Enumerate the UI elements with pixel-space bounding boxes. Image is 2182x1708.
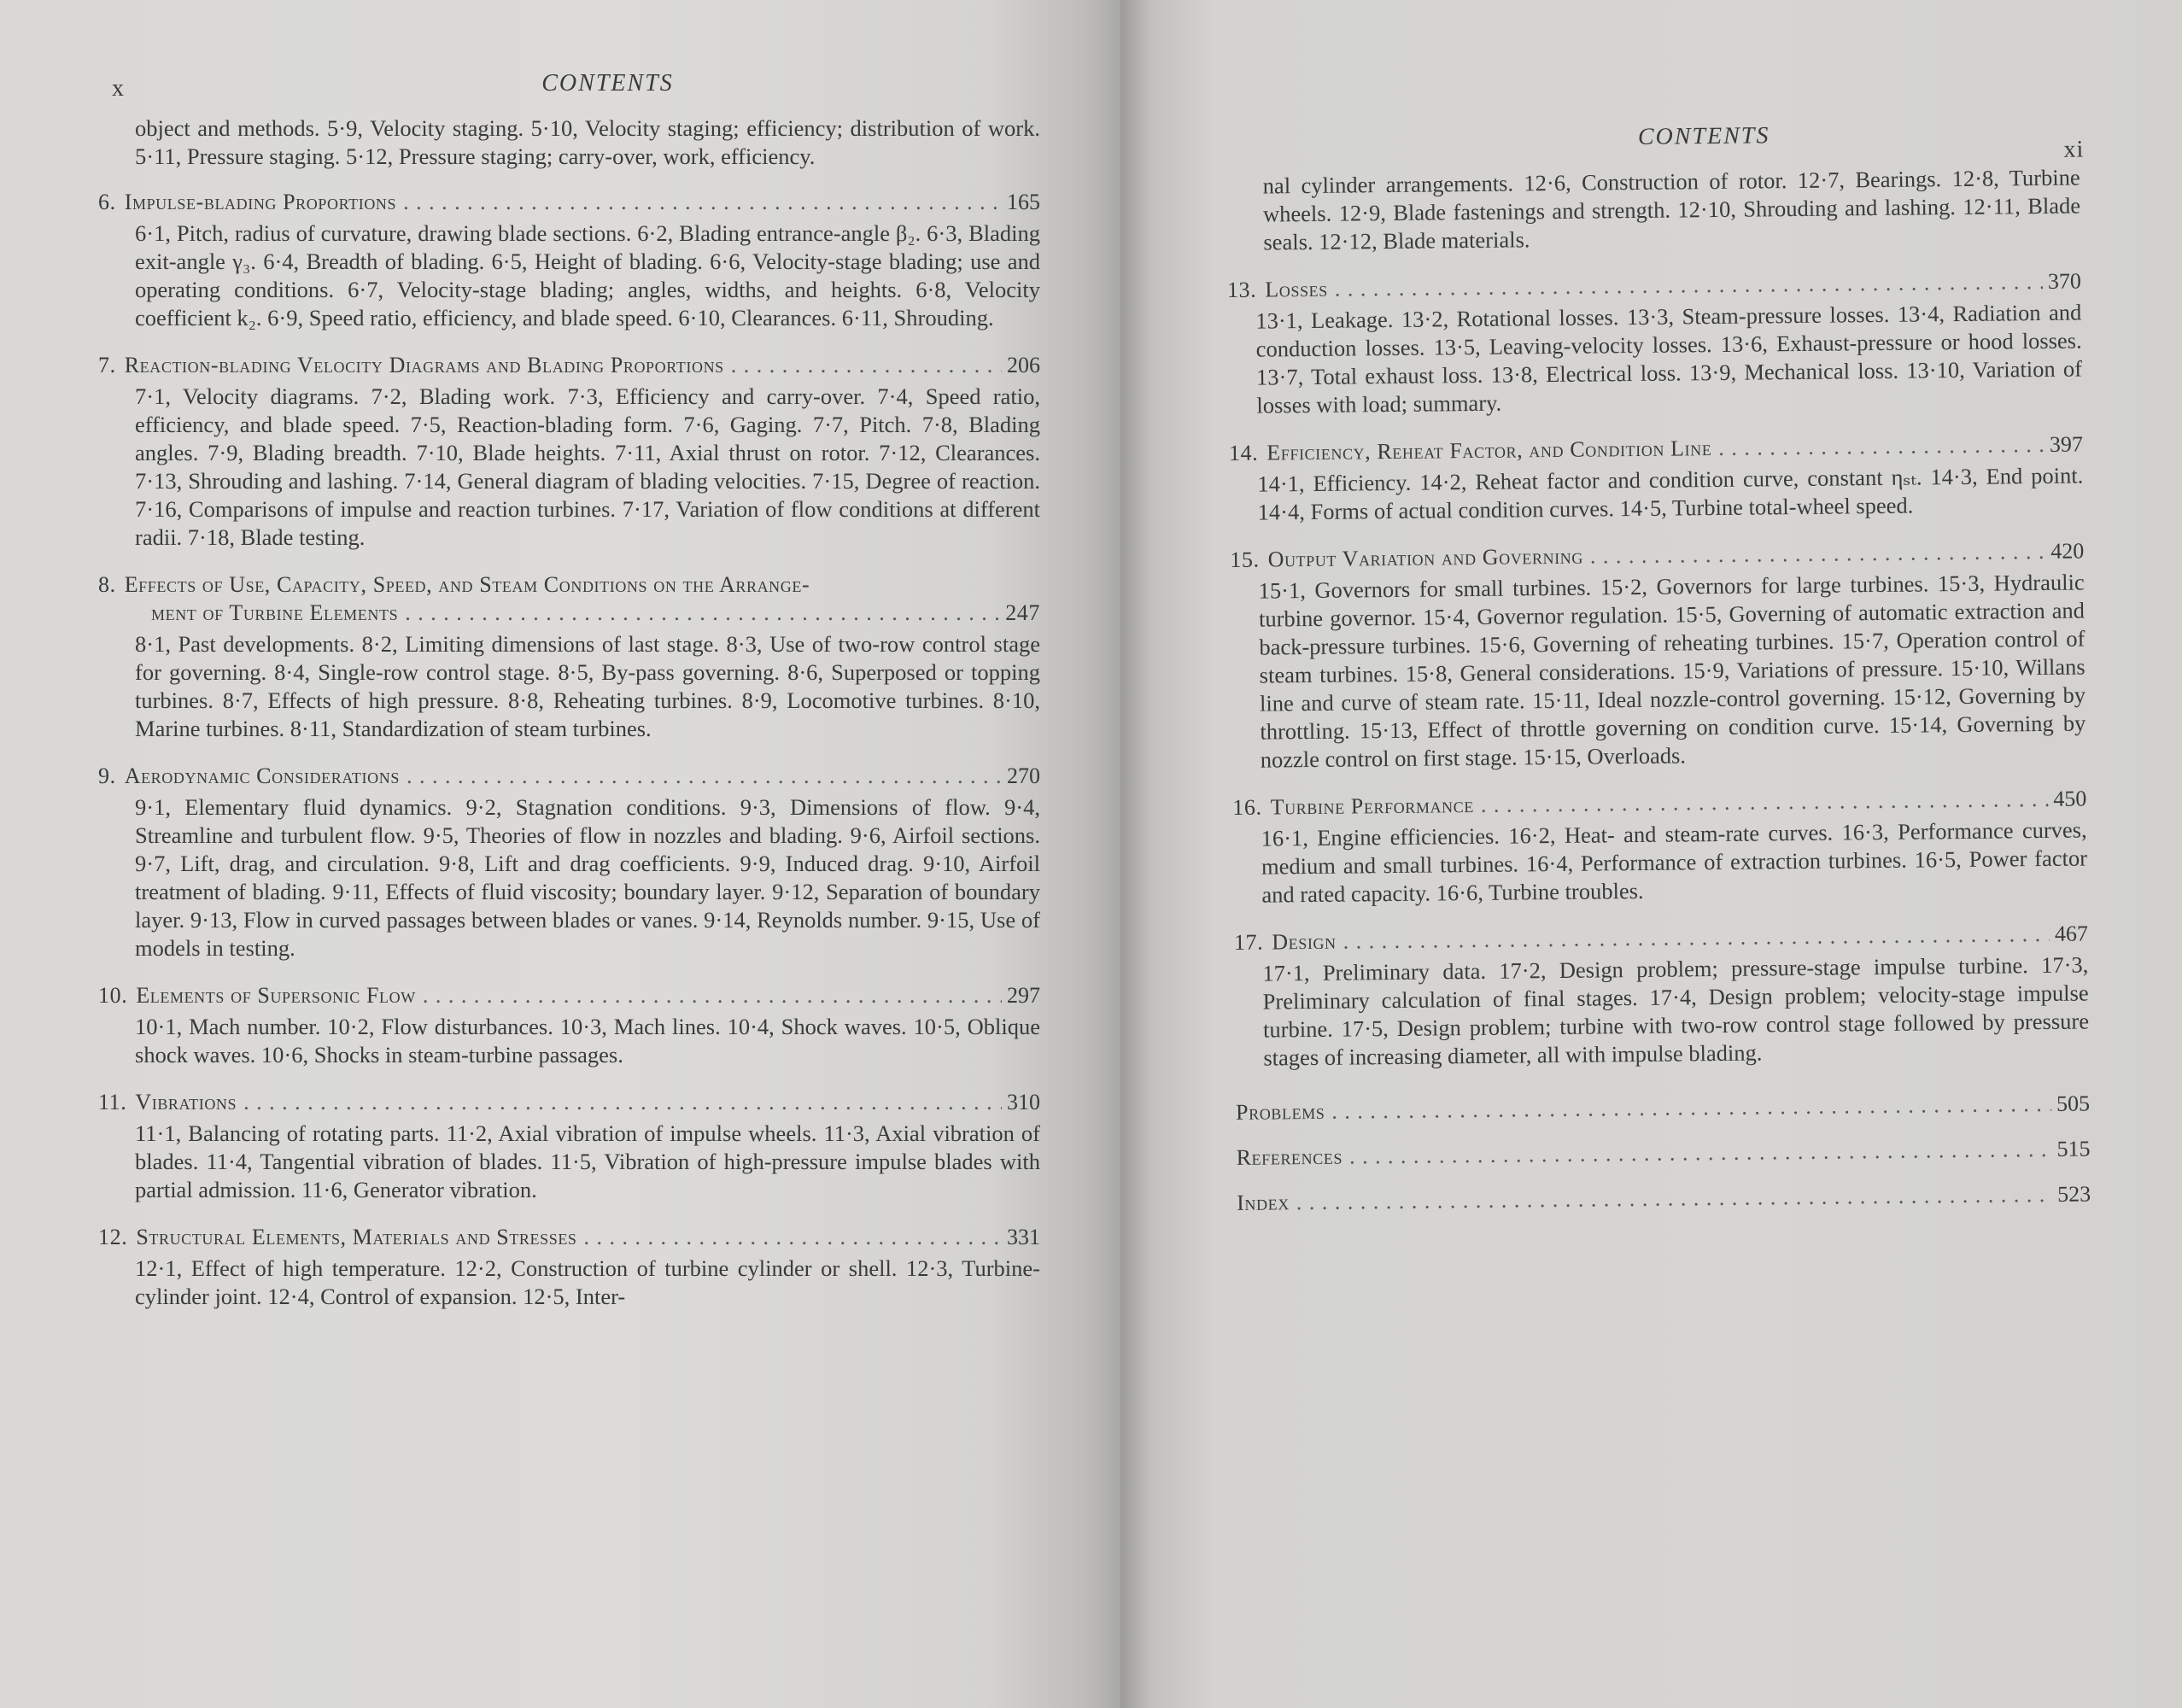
chapter-topics: 7·1, Velocity diagrams. 7·2, Blading work. 7·3, Efficiency and carry-over. 7·4, Speed ratio, efficiency, and blade speed. 7·5, Reaction-blading form. 7·6, Gaging. 7·7, Pitch. 7·8, Blading angles. 7·9, Blading breadth. 7·10, Blade heights. 7·11, Axial thrust on rotor. 7·12, Clearances. 7·13, Shrouding and lashing. 7·14, General diagram of blading velocities. 7·15, Degree of reaction. 7·16, Comparisons of impulse and reaction turbines. 7·17, Variation of flow conditions at different radii. 7·18, Blade testing. — [135, 383, 1040, 550]
toc-chapter-14 — [1229, 430, 2084, 527]
backmatter-page: 523 — [2056, 1181, 2091, 1207]
left-page-content — [98, 70, 1040, 1330]
toc-chapter-10 — [98, 981, 1040, 1069]
right-page-content — [1226, 120, 2091, 1234]
toc-chapter-12 — [98, 1223, 1040, 1311]
chapter-page: 206 — [1007, 353, 1040, 377]
chapter-page: 397 — [2049, 431, 2084, 457]
dot-leader — [243, 1088, 1002, 1116]
backmatter-page: 505 — [2056, 1091, 2091, 1116]
toc-index — [1237, 1179, 2091, 1216]
chapter-title: Vibrations — [135, 1090, 237, 1114]
continued-topics: object and methods. 5·9, Velocity staging. 5·10, Velocity staging; efficiency; distribution of work. 5·11, Pressure staging. 5·12, Pressure staging; carry-over, work, efficiency. — [135, 115, 1040, 169]
chapter-page: 310 — [1007, 1090, 1040, 1114]
chapter-title: Output Variation and Governing — [1267, 543, 1584, 572]
chapter-title-line1: Effects of Use, Capacity, Speed, and Steam Conditions on the Arrange- — [124, 572, 810, 597]
chapter-number: 6. — [98, 190, 116, 214]
backmatter-title: References — [1236, 1144, 1343, 1170]
continued-topics: nal cylinder arrangements. 12·6, Construction of rotor. 12·7, Bearings. 12·8, Turbine wheels. 12·9, Blade fastenings and strength. 12·10, Shrouding and lashing. 12·11, Blade seals. 12·12, Blade materials. — [1262, 164, 2081, 255]
chapter-title: Losses — [1265, 276, 1328, 302]
toc-problems — [1236, 1089, 2090, 1126]
chapter-number: 9. — [98, 763, 116, 788]
chapter-topics: 8·1, Past developments. 8·2, Limiting dimensions of last stage. 8·3, Use of two-row control stage for governing. 8·4, Single-row control stage. 8·5, By-pass governing. 8·6, Superposed or topping turbines. 8·7, Effects of high pressure. 8·8, Reheating turbines. 8·9, Locomotive turbines. 8·10, Marine turbines. 8·11, Standardization of steam turbines. — [135, 631, 1040, 741]
chapter-title: Elements of Supersonic Flow — [136, 983, 416, 1008]
chapter-title: Design — [1272, 928, 1337, 955]
chapter-number: 10. — [98, 983, 128, 1008]
toc-chapter-17 — [1234, 919, 2090, 1072]
chapter-page: 331 — [1007, 1225, 1040, 1249]
chapter-topics: 9·1, Elementary fluid dynamics. 9·2, Stagnation conditions. 9·3, Dimensions of flow. 9·4, Streamline and turbulent flow. 9·5, Theories of flow in nozzles and blading. 9·6, Airfoil sections. 9·7, Lift, drag, and circulation. 9·8, Lift and drag coefficients. 9·9, Induced drag. 9·10, Airfoil treatment of blading. 9·11, Effects of fluid viscosity; boundary layer. 9·12, Separation of boundary layer. 9·13, Flow in curved passages between blades or vanes. 9·14, Reynolds number. 9·15, Use of models in testing. — [135, 794, 1040, 961]
chapter-number: 12. — [98, 1225, 128, 1249]
chapter-page: 450 — [2053, 786, 2087, 811]
chapter-topics: 17·1, Preliminary data. 17·2, Design problem; pressure-stage impulse turbine. 17·3, Preliminary calculation of final stages. 17·4, Design problem; velocity-stage impulse turbine. 17·5, Design problem; turbine with two-row control stage followed by pressure stages of increasing diameter, all with impulse blading. — [1262, 951, 2090, 1071]
chapter-number: 13. — [1226, 277, 1257, 302]
left-running-head — [98, 70, 1040, 104]
chapter-title-line2: ment of Turbine Elements — [151, 600, 399, 625]
chapter-topics: 12·1, Effect of high temperature. 12·2, Construction of turbine cylinder or shell. 12·3, Turbine-cylinder joint. 12·4, Control of expansion. 12·5, Inter- — [135, 1255, 1040, 1309]
chapter-number: 15. — [1230, 547, 1260, 572]
page-number: x — [112, 75, 125, 102]
right-running-head — [1226, 120, 2085, 163]
dot-leader — [1331, 1090, 2051, 1126]
toc-chapter-13 — [1227, 267, 2083, 420]
chapter-title: Turbine Performance — [1270, 792, 1475, 820]
chapter-topics: 13·1, Leakage. 13·2, Rotational losses. 13·3, Steam-pressure losses. 13·4, Radiation and conduction losses. 13·5, Leaving-velocity losses. 13·6, Exhaust-pressure or hood losses. 13·7, Total exhaust loss. 13·8, Electrical loss. 13·9, Mechanical loss. 13·10, Variation of losses with load; summary. — [1255, 299, 2083, 418]
dot-leader — [407, 762, 1002, 790]
chapter-number: 17. — [1233, 929, 1264, 955]
toc-chapter-16 — [1232, 784, 2087, 909]
chapter-page: 467 — [2054, 921, 2089, 946]
chapter-topics: 14·1, Efficiency. 14·2, Reheat factor and condition curve, constant ηₛₜ. 14·3, End point. 14·4, Forms of actual condition curves. 14·5, Turbine total-wheel speed. — [1257, 462, 2084, 525]
dot-leader — [1349, 1135, 2052, 1171]
chapter-page: 247 — [1005, 600, 1040, 625]
dot-leader — [405, 599, 1000, 627]
chapter-number: 16. — [1232, 794, 1262, 820]
dot-leader — [584, 1223, 1002, 1251]
chapter-topics: 11·1, Balancing of rotating parts. 11·2, Axial vibration of impulse wheels. 11·3, Axial vibration of blades. 11·4, Tangential vibration of blades. 11·5, Vibration of high-pressure impulse blades with partial admission. 11·6, Generator vibration. — [135, 1120, 1040, 1202]
dot-leader — [1343, 920, 2050, 956]
dot-leader — [731, 351, 1002, 379]
chapter-title: Structural Elements, Materials and Stresses — [136, 1225, 577, 1249]
chapter-number: 14. — [1228, 440, 1259, 465]
toc-backmatter — [1236, 1089, 2091, 1216]
toc-chapter-15 — [1230, 537, 2086, 775]
chapter-number: 11. — [98, 1090, 127, 1114]
chapter-title: Reaction-blading Velocity Diagrams and Blading Proportions — [124, 353, 724, 377]
chapter-page: 270 — [1007, 763, 1040, 788]
toc-chapter-8 — [98, 570, 1040, 743]
page-number: xi — [2063, 136, 2085, 163]
chapter-topics: 10·1, Mach number. 10·2, Flow disturbances. 10·3, Mach lines. 10·4, Shock waves. 10·5, Oblique shock waves. 10·6, Shocks in steam-turbine passages. — [135, 1014, 1040, 1068]
chapter-number: 8. — [98, 572, 116, 597]
backmatter-page: 515 — [2056, 1136, 2091, 1161]
chapter-title: Impulse-blading Proportions — [124, 190, 397, 214]
right-page — [1120, 0, 2182, 1708]
dot-leader — [403, 188, 1002, 216]
backmatter-title: Index — [1237, 1190, 1290, 1215]
chapter-topics: 6·1, Pitch, radius of curvature, drawing blade sections. 6·2, Blading entrance-angle β₂. 6·3, Blading exit-angle γ₃. 6·4, Breadth of blading. 6·5, Height of blading. 6·6, Velocity-stage blading; use and operating conditions. 6·7, Velocity-stage blading; angles, widths, and heights. 6·8, Velocity coefficient k₂. 6·9, Speed ratio, efficiency, and blade speed. 6·10, Clearances. 6·11, Shrouding. — [135, 220, 1040, 330]
dot-leader — [1481, 785, 2049, 819]
chapter-topics: 16·1, Engine efficiencies. 16·2, Heat- and steam-rate curves. 16·3, Performance curves, medium and small turbines. 16·4, Performance of extraction turbines. 16·5, Power factor and rated capacity. 16·6, Turbine troubles. — [1261, 816, 2088, 908]
chapter-page: 420 — [2050, 538, 2085, 564]
dot-leader — [1335, 267, 2043, 303]
chapter-title: Aerodynamic Considerations — [124, 763, 400, 788]
chapter-topics: 15·1, Governors for small turbines. 15·2, Governors for large turbines. 15·3, Hydraulic turbine governor. 15·4, Governor regulation. 15·5, Governing of automatic extraction and back-pressure turbines. 15·6, Governing of reheating turbines. 15·7, Operation control of steam turbines. 15·8, General considerations. 15·9, Variations of pressure. 15·10, Willans line and curve of steam rate. 15·11, Ideal nozzle-control governing. 15·12, Governing by throttling. 15·13, Effect of throttle governing on condition curve. 15·14, Governing by nozzle control on first stage. 15·15, Overloads. — [1258, 569, 2086, 773]
dot-leader — [423, 981, 1002, 1009]
toc-chapter-11 — [98, 1088, 1040, 1204]
chapter-page: 297 — [1007, 983, 1040, 1008]
dot-leader — [1296, 1180, 2053, 1216]
chapter-number: 7. — [98, 353, 116, 377]
backmatter-title: Problems — [1235, 1098, 1325, 1125]
chapter-page: 165 — [1007, 190, 1040, 214]
toc-chapter-6 — [98, 188, 1040, 332]
toc-chapter-9 — [98, 762, 1040, 962]
running-head-title: CONTENTS — [541, 70, 674, 97]
dot-leader — [1718, 430, 2045, 462]
chapter-page: 370 — [2047, 268, 2082, 294]
toc-chapter-7 — [98, 351, 1040, 552]
toc-references — [1236, 1134, 2090, 1171]
chapter-title: Efficiency, Reheat Factor, and Condition Line — [1266, 436, 1712, 465]
dot-leader — [1590, 537, 2046, 570]
running-head-title: CONTENTS — [1637, 122, 1770, 150]
